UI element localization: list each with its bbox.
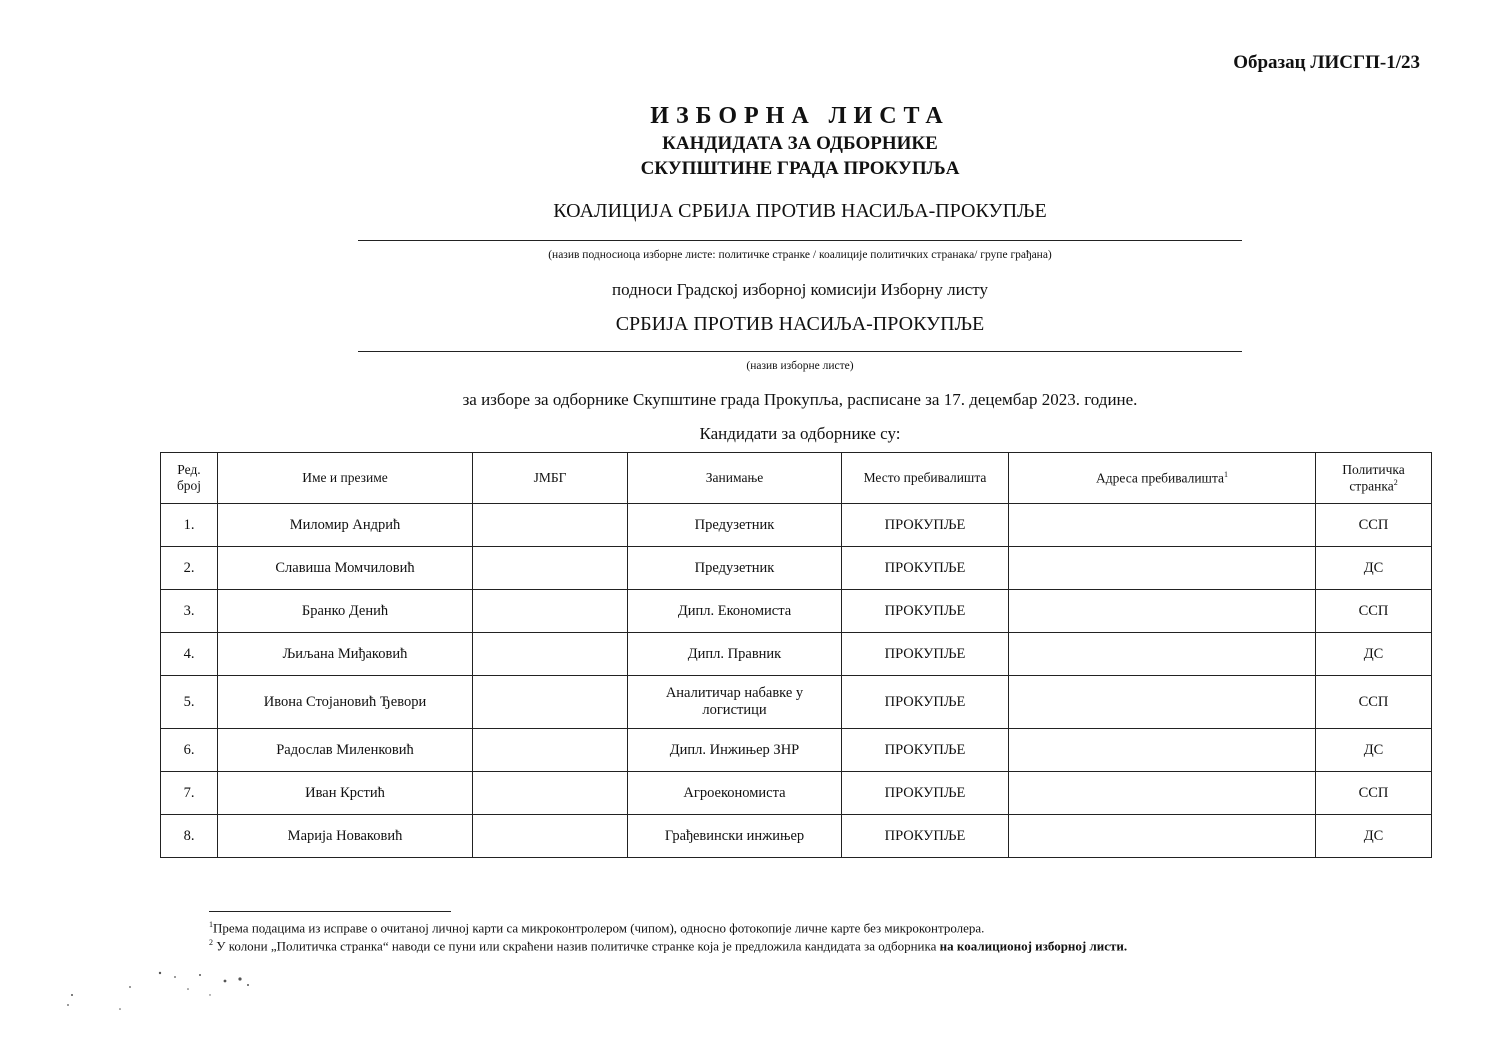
cell-party: ДС — [1316, 633, 1432, 676]
cell-occupation: Дипл. Правник — [628, 633, 842, 676]
footnote-1-text: Према подацима из исправе о очитаној личној карти са микроконтролером (чипом), односно фотокопије личне карте без микроконтролера. — [213, 920, 985, 936]
table-row — [161, 547, 1432, 590]
document-subtitle: КАНДИДАТА ЗА ОДБОРНИКЕ — [662, 133, 938, 154]
cell-no: 7. — [161, 772, 218, 815]
cell-occupation: Аналитичар набавке у логистици — [628, 676, 842, 729]
header-residence: Место пребивалишта — [842, 453, 1009, 504]
cell-residence: ПРОКУПЉЕ — [842, 633, 1009, 676]
table-row — [161, 729, 1432, 772]
cell-jmbg — [473, 676, 628, 729]
cell-address — [1009, 815, 1316, 858]
cell-party: ССП — [1316, 772, 1432, 815]
header-no — [161, 453, 218, 504]
cell-name: Ивона Стојановић Ђевори — [218, 676, 473, 729]
cell-occupation: Дипл. Економиста — [628, 590, 842, 633]
cell-address — [1009, 590, 1316, 633]
cell-occupation: Предузетник — [628, 547, 842, 590]
form-code: Образац ЛИСГП-1/23 — [1233, 52, 1420, 73]
header-address-footnote-mark: 1 — [1224, 469, 1228, 479]
footnote-rule — [209, 911, 451, 912]
header-jmbg: ЈМБГ — [473, 453, 628, 504]
cell-address — [1009, 676, 1316, 729]
cell-jmbg — [473, 547, 628, 590]
cell-no: 8. — [161, 815, 218, 858]
cell-no: 5. — [161, 676, 218, 729]
header-no-line1: Ред. — [177, 462, 201, 477]
cell-occupation: Грађевински инжињер — [628, 815, 842, 858]
footnote-1-mark: 1 — [209, 920, 213, 929]
cell-no: 1. — [161, 504, 218, 547]
header-no-line2: број — [176, 478, 202, 493]
cell-jmbg — [473, 590, 628, 633]
cell-party: ССП — [1316, 504, 1432, 547]
submitter-name: КОАЛИЦИЈА СРБИЈА ПРОТИВ НАСИЉА-ПРОКУПЉЕ — [553, 200, 1047, 222]
header-party-line1: Политичка — [1342, 461, 1405, 477]
candidates-heading: Кандидати за одборнике су: — [699, 424, 901, 443]
cell-residence: ПРОКУПЉЕ — [842, 815, 1009, 858]
cell-name: Миломир Андрић — [218, 504, 473, 547]
cell-residence: ПРОКУПЉЕ — [842, 504, 1009, 547]
submitter-caption: (назив подносиоца изборне листе: политичке странке / коалиције политичких странака/ групе грађана) — [548, 249, 1052, 261]
cell-party: ДС — [1316, 815, 1432, 858]
header-party-footnote-mark: 2 — [1393, 477, 1398, 487]
footnote-2-text: У колони „Политичка странка“ наводи се пуни или скраћени назив политичке странке која је предложила кандидата за одборника — [213, 938, 940, 954]
cell-address — [1009, 772, 1316, 815]
table-row — [161, 590, 1432, 633]
cell-jmbg — [473, 772, 628, 815]
cell-no: 2. — [161, 547, 218, 590]
cell-jmbg — [473, 729, 628, 772]
header-party-line2: странка — [1349, 478, 1394, 494]
table-row — [161, 633, 1432, 676]
cell-name: Радослав Миленковић — [218, 729, 473, 772]
submitter-underline — [358, 240, 1242, 241]
cell-residence: ПРОКУПЉЕ — [842, 590, 1009, 633]
cell-jmbg — [473, 633, 628, 676]
list-name: СРБИЈА ПРОТИВ НАСИЉА-ПРОКУПЉЕ — [615, 313, 985, 335]
header-address-label: Адреса пребивалишта — [1096, 470, 1224, 486]
cell-party: ССП — [1316, 676, 1432, 729]
document-subtitle-assembly: СКУПШТИНЕ ГРАДА ПРОКУПЉА — [640, 158, 960, 179]
cell-name: Славиша Момчиловић — [218, 547, 473, 590]
footnote-1 — [209, 920, 1359, 936]
header-address — [1009, 453, 1316, 504]
header-party — [1316, 453, 1432, 504]
cell-address — [1009, 633, 1316, 676]
cell-party: ДС — [1316, 729, 1432, 772]
cell-address — [1009, 504, 1316, 547]
candidates-table — [160, 452, 1432, 858]
cell-no: 4. — [161, 633, 218, 676]
cell-address — [1009, 729, 1316, 772]
submits-text: подноси Градској изборној комисији Изборну листу — [611, 280, 989, 299]
table-row — [161, 504, 1432, 547]
cell-residence: ПРОКУПЉЕ — [842, 676, 1009, 729]
cell-name: Љиљана Миђаковић — [218, 633, 473, 676]
cell-no: 6. — [161, 729, 218, 772]
list-name-underline — [358, 351, 1242, 352]
cell-name: Иван Крстић — [218, 772, 473, 815]
table-row — [161, 676, 1432, 729]
cell-residence: ПРОКУПЉЕ — [842, 729, 1009, 772]
cell-occupation: Дипл. Инжињер ЗНР — [628, 729, 842, 772]
table-row — [161, 772, 1432, 815]
table-header-row — [161, 453, 1432, 504]
header-occupation: Занимање — [628, 453, 842, 504]
elections-text: за изборе за одборнике Скупштине града Прокупља, расписане за 17. децембар 2023. године. — [462, 390, 1138, 409]
cell-occupation: Агроекономиста — [628, 772, 842, 815]
cell-no: 3. — [161, 590, 218, 633]
cell-party: ССП — [1316, 590, 1432, 633]
cell-residence: ПРОКУПЉЕ — [842, 547, 1009, 590]
cell-name: Марија Новаковић — [218, 815, 473, 858]
scan-specks — [60, 965, 300, 1045]
cell-party: ДС — [1316, 547, 1432, 590]
table-row — [161, 815, 1432, 858]
footnote-2 — [209, 938, 1359, 954]
cell-address — [1009, 547, 1316, 590]
cell-residence: ПРОКУПЉЕ — [842, 772, 1009, 815]
footnote-2-mark: 2 — [209, 938, 213, 947]
footnote-2-bold-text: на коалиционој изборној листи. — [939, 938, 1128, 954]
cell-jmbg — [473, 815, 628, 858]
cell-name: Бранко Денић — [218, 590, 473, 633]
cell-jmbg — [473, 504, 628, 547]
list-name-caption: (назив изборне листе) — [746, 360, 854, 372]
document-title: ИЗБОРНА ЛИСТА — [650, 103, 950, 129]
header-name: Име и презиме — [218, 453, 473, 504]
cell-occupation: Предузетник — [628, 504, 842, 547]
